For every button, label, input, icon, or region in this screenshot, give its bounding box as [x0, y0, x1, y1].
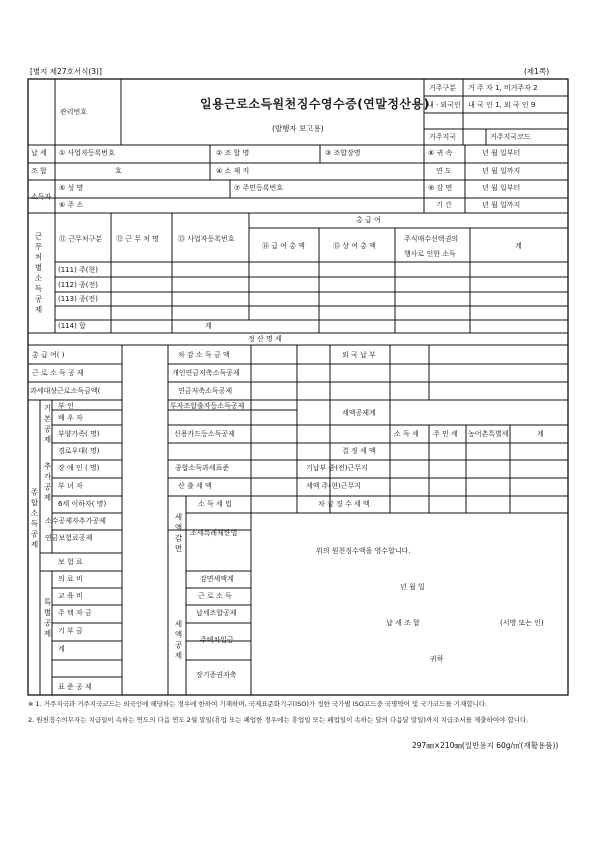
reduction-period-label: 기 간 — [436, 201, 452, 209]
work-row-total: 계 — [205, 322, 212, 330]
income-earner-label: 소득자 — [31, 193, 52, 201]
work-row-114: (114) 합 — [58, 322, 86, 330]
left-row-13: 의 료 비 — [58, 575, 83, 583]
right-row-3: 기납부 종(전)근무지 — [306, 464, 368, 472]
left-row-8: 부 녀 자 — [58, 482, 83, 490]
left-row-9: 6세 이하자( 명) — [58, 500, 107, 508]
page-number: (제1쪽) — [524, 67, 550, 76]
attribution-label: ⑧ 귀 속 — [428, 149, 453, 157]
nationality-label: 내 · 외국인 — [427, 101, 461, 109]
settlement-header: 정 산 명 세 — [248, 335, 282, 343]
right-row-4: 세액 주(현)근무지 — [306, 482, 362, 490]
business-reg-no-label: ① 사업자등록번호 — [59, 149, 115, 157]
tax-reduction-side: 세액감면 — [174, 513, 183, 555]
mid-row-11: 근 로 소 득 — [198, 592, 232, 600]
left-row-1: 근 로 소 득 공 제 — [32, 369, 84, 377]
resident-no-label: ⑦ 주민등록번호 — [234, 184, 284, 192]
bonus-total-header: ⑮ 상 여 총 액 — [333, 242, 376, 250]
signature-field[interactable]: (서명 또는 인) — [500, 619, 544, 627]
tax-credit-side: 세액공제 — [174, 620, 183, 662]
stock-option-header-2: 행사로 인한 소득 — [404, 250, 456, 258]
basic-deduction-side: 기본공제 — [43, 404, 52, 446]
left-row-7: 장 애 인 ( 명) — [58, 464, 100, 472]
work-sum-header: 계 — [515, 242, 522, 250]
form-subtitle: (발행자 보고용) — [272, 124, 324, 133]
location-label: ④ 소 재 지 — [216, 167, 250, 175]
mid-row-14: 장기증권저축 — [196, 671, 237, 679]
work-side-label: 근무처별소득공제 — [34, 232, 43, 316]
left-row-6: 경로우대( 명) — [58, 447, 100, 455]
left-row-17: 계 — [58, 645, 65, 653]
left-row-0: 총 급 여( ) — [32, 351, 65, 359]
sum-col: 계 — [537, 430, 544, 438]
additional-deduction-side: 추가공제 — [43, 462, 52, 504]
comprehensive-deduction-side: 종합소득공제 — [30, 488, 39, 551]
mid-row-0: 차 감 소 득 금 액 — [178, 351, 230, 359]
form-title: 일용근로소득원천징수영수증(연말정산용) — [200, 97, 430, 111]
residency-label: 거주구분 — [429, 84, 457, 92]
mid-row-13: 주택차입금 — [200, 636, 234, 644]
addressee-label: 귀하 — [430, 655, 444, 663]
mid-row-6: 종합소득과세표준 — [175, 464, 230, 472]
special-deduction-side: 특별공제 — [43, 598, 52, 640]
confirmation-text: 위의 원천징수액을 영수합니다. — [316, 547, 411, 555]
country-code-label: 거주지국코드 — [490, 133, 531, 141]
left-row-14: 교 육 비 — [58, 592, 83, 600]
form-number: [별지 제27호서식(3)] — [30, 67, 102, 76]
union-group-label-2: 조 합 — [31, 167, 47, 175]
work-row-111: (111) 주(현) — [58, 266, 99, 274]
left-row-10: 소수공제자추가공제 — [45, 517, 106, 525]
resident-tax-col: 주 민 세 — [433, 430, 458, 438]
union-head-label: ③ 조합장명 — [325, 149, 361, 157]
left-row-18: 표 준 공 제 — [58, 683, 92, 691]
mid-row-3: 투자조합출자등소득공제 — [170, 402, 245, 410]
work-name-header: ⑫ 근 무 처 명 — [116, 235, 159, 243]
paper-spec: 297㎜×210㎜(일반용지 60g/㎡(재활용품)) — [412, 741, 559, 750]
tax-union-label: 납 세 조 합 — [386, 619, 420, 627]
address-label: ⑥ 주 소 — [59, 201, 84, 209]
mid-row-2: 연금저축소득공제 — [178, 387, 233, 395]
mid-row-9: 조세특례제한법 — [190, 529, 238, 537]
residency-value[interactable]: 거 주 자 1, 비거주자 2 — [468, 84, 538, 92]
attribution-from[interactable]: 년 월 일부터 — [482, 149, 521, 157]
reduction-from[interactable]: 년 월 일부터 — [482, 184, 521, 192]
left-row-3: 부 인 — [58, 402, 74, 410]
left-row-15: 주 택 자 금 — [58, 609, 92, 617]
work-reg-no-header: ⑬ 사업자등록번호 — [178, 235, 235, 243]
country-label: 거주지국 — [429, 133, 457, 141]
union-group-label: 납 세 — [31, 149, 47, 157]
attribution-to[interactable]: 년 월 일까지 — [482, 167, 521, 175]
name-label: ⑤ 성 명 — [59, 184, 84, 192]
stock-option-header: 주식매수선택권의 — [404, 235, 459, 243]
work-row-112: (112) 종(전) — [58, 281, 99, 289]
union-name-label: ② 조 합 명 — [216, 149, 250, 157]
mid-row-1: 개인연금저축소득공제 — [172, 369, 240, 377]
mid-row-12: 납세조합공제 — [196, 609, 237, 617]
work-type-header: ⑪ 근무처구분 — [59, 235, 103, 243]
mid-row-8: 소 득 세 법 — [198, 500, 232, 508]
rural-tax-col: 농어촌특별세 — [468, 430, 509, 438]
right-row-5: 차 감 징 수 세 액 — [318, 500, 370, 508]
management-no-label: 관리번호 — [60, 108, 88, 116]
reduction-to[interactable]: 년 월 일까지 — [482, 201, 521, 209]
right-row-0: 외 국 납 부 — [342, 351, 376, 359]
footnote-2: 2. 원천징수의무자는 지급일이 속하는 연도의 다음 연도 2월 말일(휴업 또는 폐업한 경우에는 휴업일 또는 폐업일이 속하는 달의 다음달 말일)까지 지급조서를 제출하여야 합니다. — [28, 716, 529, 724]
nationality-value[interactable]: 내 국 인 1, 외 국 인 9 — [468, 101, 536, 109]
footnote-1: ※ 1. 거주지국과 거주지국코드는 외국인에 해당하는 경우에 한하여 기재하며, 국제표준화기구(ISO)가 정한 국가별 ISO코드중 국명약어 및 국가코드를 기재합니다. — [28, 700, 488, 708]
mid-row-7: 산 출 세 액 — [178, 482, 212, 490]
income-tax-col: 소 득 세 — [394, 430, 419, 438]
right-row-2: 결 정 세 액 — [342, 447, 376, 455]
left-row-12: 보 험 료 — [58, 558, 83, 566]
issue-date[interactable]: 년 월 일 — [400, 583, 425, 591]
salary-total-header: ⑭ 급 여 총 액 — [262, 242, 305, 250]
business-reg-no-suffix: 호 — [115, 167, 122, 175]
total-pay-header: 총 급 여 — [356, 216, 381, 224]
attribution-year-label: 연 도 — [436, 167, 452, 175]
work-row-113: (113) 종(전) — [58, 295, 99, 303]
left-row-11: 연금보험료공제 — [45, 534, 93, 542]
left-row-5: 부양가족( 명) — [58, 430, 100, 438]
mid-row-4: 신용카드등소득공제 — [174, 430, 235, 438]
left-row-16: 기 부 금 — [58, 627, 83, 635]
mid-row-10: 감면세액계 — [200, 575, 234, 583]
reduction-label: ⑨ 감 면 — [428, 184, 453, 192]
left-row-4: 배 우 자 — [58, 414, 83, 422]
right-row-1: 세액공제계 — [342, 409, 376, 417]
left-row-2: 과세대상근로소득금액( — [30, 387, 101, 395]
